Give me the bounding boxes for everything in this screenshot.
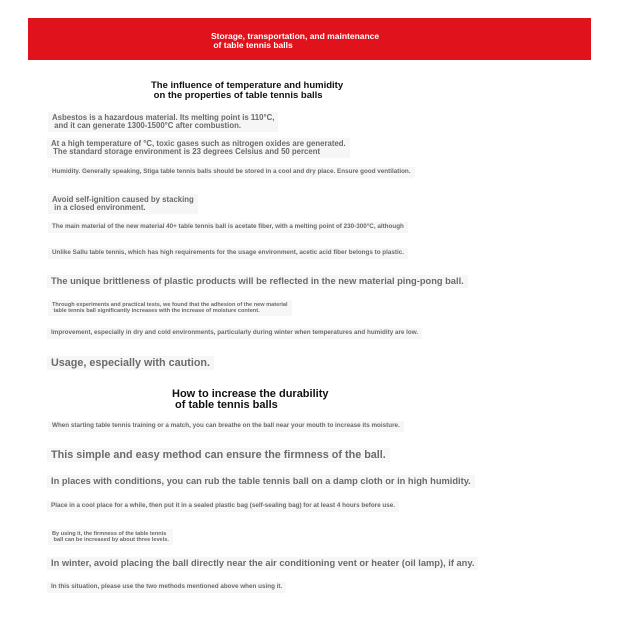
paragraph-line: Through experiments and practical tests, we found that the adhesion of the new material table tennis ball significantly increases with the increase of moisture content. (48, 300, 292, 316)
paragraph-line: This simple and easy method can ensure the firmness of the ball. (47, 448, 390, 462)
paragraph-line: In places with conditions, you can rub the table tennis ball on a damp cloth or in high humidity. (47, 475, 475, 488)
paragraph-line: By using it, the firmness of the table tennis ball can be increased by about three levels. (48, 529, 173, 545)
paragraph-line: In this situation, please use the two methods mentioned above when using it. (47, 582, 286, 593)
section-title-durability: How to increase the durability of table tennis balls (172, 388, 329, 411)
paragraph-line: Improvement, especially in dry and cold environments, particularly during winter when temperatures and humidity are low. (47, 328, 422, 339)
paragraph-line: Usage, especially with caution. (47, 356, 214, 370)
paragraph-line: Asbestos is a hazardous material. Its melting point is 110°C, and it can generate 1300-1500°C after combustion. (48, 112, 278, 132)
banner-title: Storage, transportation, and maintenance of table tennis balls (211, 31, 380, 50)
paragraph-line: Humidity. Generally speaking, Stiga table tennis balls should be stored in a cool and dry place. Ensure good ventilation. (48, 167, 415, 178)
paragraph-line: Place in a cool place for a while, then put it in a sealed plastic bag (self-sealing bag) for at least 4 hours before use. (47, 501, 399, 512)
section-title-temperature-humidity: The influence of temperature and humidity on the properties of table tennis balls (151, 80, 344, 101)
paragraph-line: At a high temperature of °C, toxic gases such as nitrogen oxides are generated. The standard storage environment is 23 degrees Celsius and 50 percent (47, 138, 350, 158)
paragraph-line: The main material of the new material 40+ table tennis ball is acetate fiber, with a melting point of 230-300°C, although (48, 222, 408, 233)
paragraph-line: When starting table tennis training or a match, you can breathe on the ball near your mouth to increase its moisture. (48, 421, 404, 432)
paragraph-line: Unlike Sallu table tennis, which has high requirements for the usage environment, acetic acid fiber belongs to plastic. (48, 248, 408, 259)
paragraph-line: The unique brittleness of plastic products will be reflected in the new material ping-pong ball. (47, 275, 468, 288)
paragraph-line: In winter, avoid placing the ball directly near the air conditioning vent or heater (oil lamp), if any. (47, 557, 478, 570)
paragraph-line: Avoid self-ignition caused by stacking in a closed environment. (48, 194, 198, 214)
